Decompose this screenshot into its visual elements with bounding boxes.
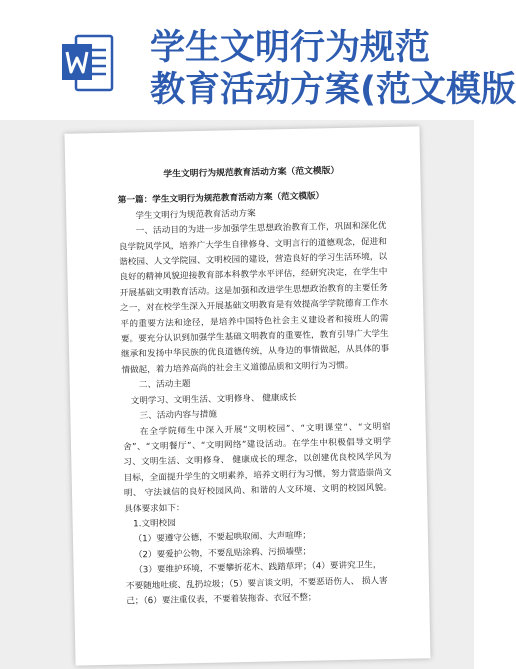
paragraph-purpose: 一、活动目的为进一步加强学生思想政治教育工作，巩固和深化优良学院风学风，培养广大学生自律修身、文明言行的道德观念，促进和谐校园、人文学院园、文明校园的建设，营造良好的学习生活环境，以良好的精神风貌迎接教育部本科教学水平评估，经研究决定，在学生中开展基础文明教育活动。这是加强和改进学生思想政治教育的主要任务之一，对在校学生深入开展基础文明教育是有效提高学学院德育工作水平的重要方法和途径，是培养中国特色社会主义建设者和接班人的需要。要充分认识到加强学生基础文明教育的重要性，教育引导广大学生继承和发扬中华民族的优良道德传统，从身边的事情做起，从具体的事情做起，着力培养高尚的社会主义道德品质和文明行为习惯。 <box>118 221 390 376</box>
list-item: （3）要维护环境，不要攀折花木、践踏草坪；（4）要讲究卫生， <box>134 560 382 576</box>
document-body <box>117 163 394 610</box>
heading-theme: 二、活动主题 <box>138 379 191 391</box>
banner-title-line2: 教育活动方案(范文模版 <box>150 70 516 110</box>
paragraph-content: 在全学院师生中深入开展“文明校园”、“文明课堂”、“文明宿舍”、“文明餐厅”、“文明网络”建设活动。在学生中积极倡导文明学习、文明生活、文明修身、 健康成长的理念，以创建优良校风学风为目标，全面提升学生的文明素养，培养文明行为习惯，努力营造崇尚文明、 守法诚信的良好校园风尚、和谐的人文环境、文明的校园风貌。 具体要求如下： <box>122 421 393 515</box>
banner-title-line1: 学生文明行为规范 <box>150 28 431 68</box>
section-heading: 第一篇：学生文明行为规范教育活动方案（范文模版） <box>117 191 325 207</box>
list-item: 不要随地吐痰、乱扔垃圾；（5）要言谈文明，不要恶语伤人、 损人害 <box>125 575 388 592</box>
list-item: 己；（6）要注重仪表，不要着装拖沓、衣冠不整； <box>126 592 317 607</box>
document-title: 学生文明行为规范教育活动方案（范文模版） <box>163 166 340 180</box>
section-subtitle: 学生文明行为规范教育活动方案 <box>135 208 256 222</box>
heading-civilized-campus: 1.文明校园 <box>133 518 176 530</box>
list-item: （2）要爱护公物，不要乱贴涂鸦、污损墙壁； <box>133 546 312 561</box>
word-document-icon <box>62 32 114 94</box>
list-item: （1）要遵守公德，不要起哄取闹、大声喧哗； <box>133 531 311 545</box>
theme-text: 文明学习、文明生活、文明修身、 健康成长 <box>130 392 297 407</box>
heading-content: 三、活动内容与措施 <box>139 409 218 422</box>
document-page <box>64 126 430 665</box>
